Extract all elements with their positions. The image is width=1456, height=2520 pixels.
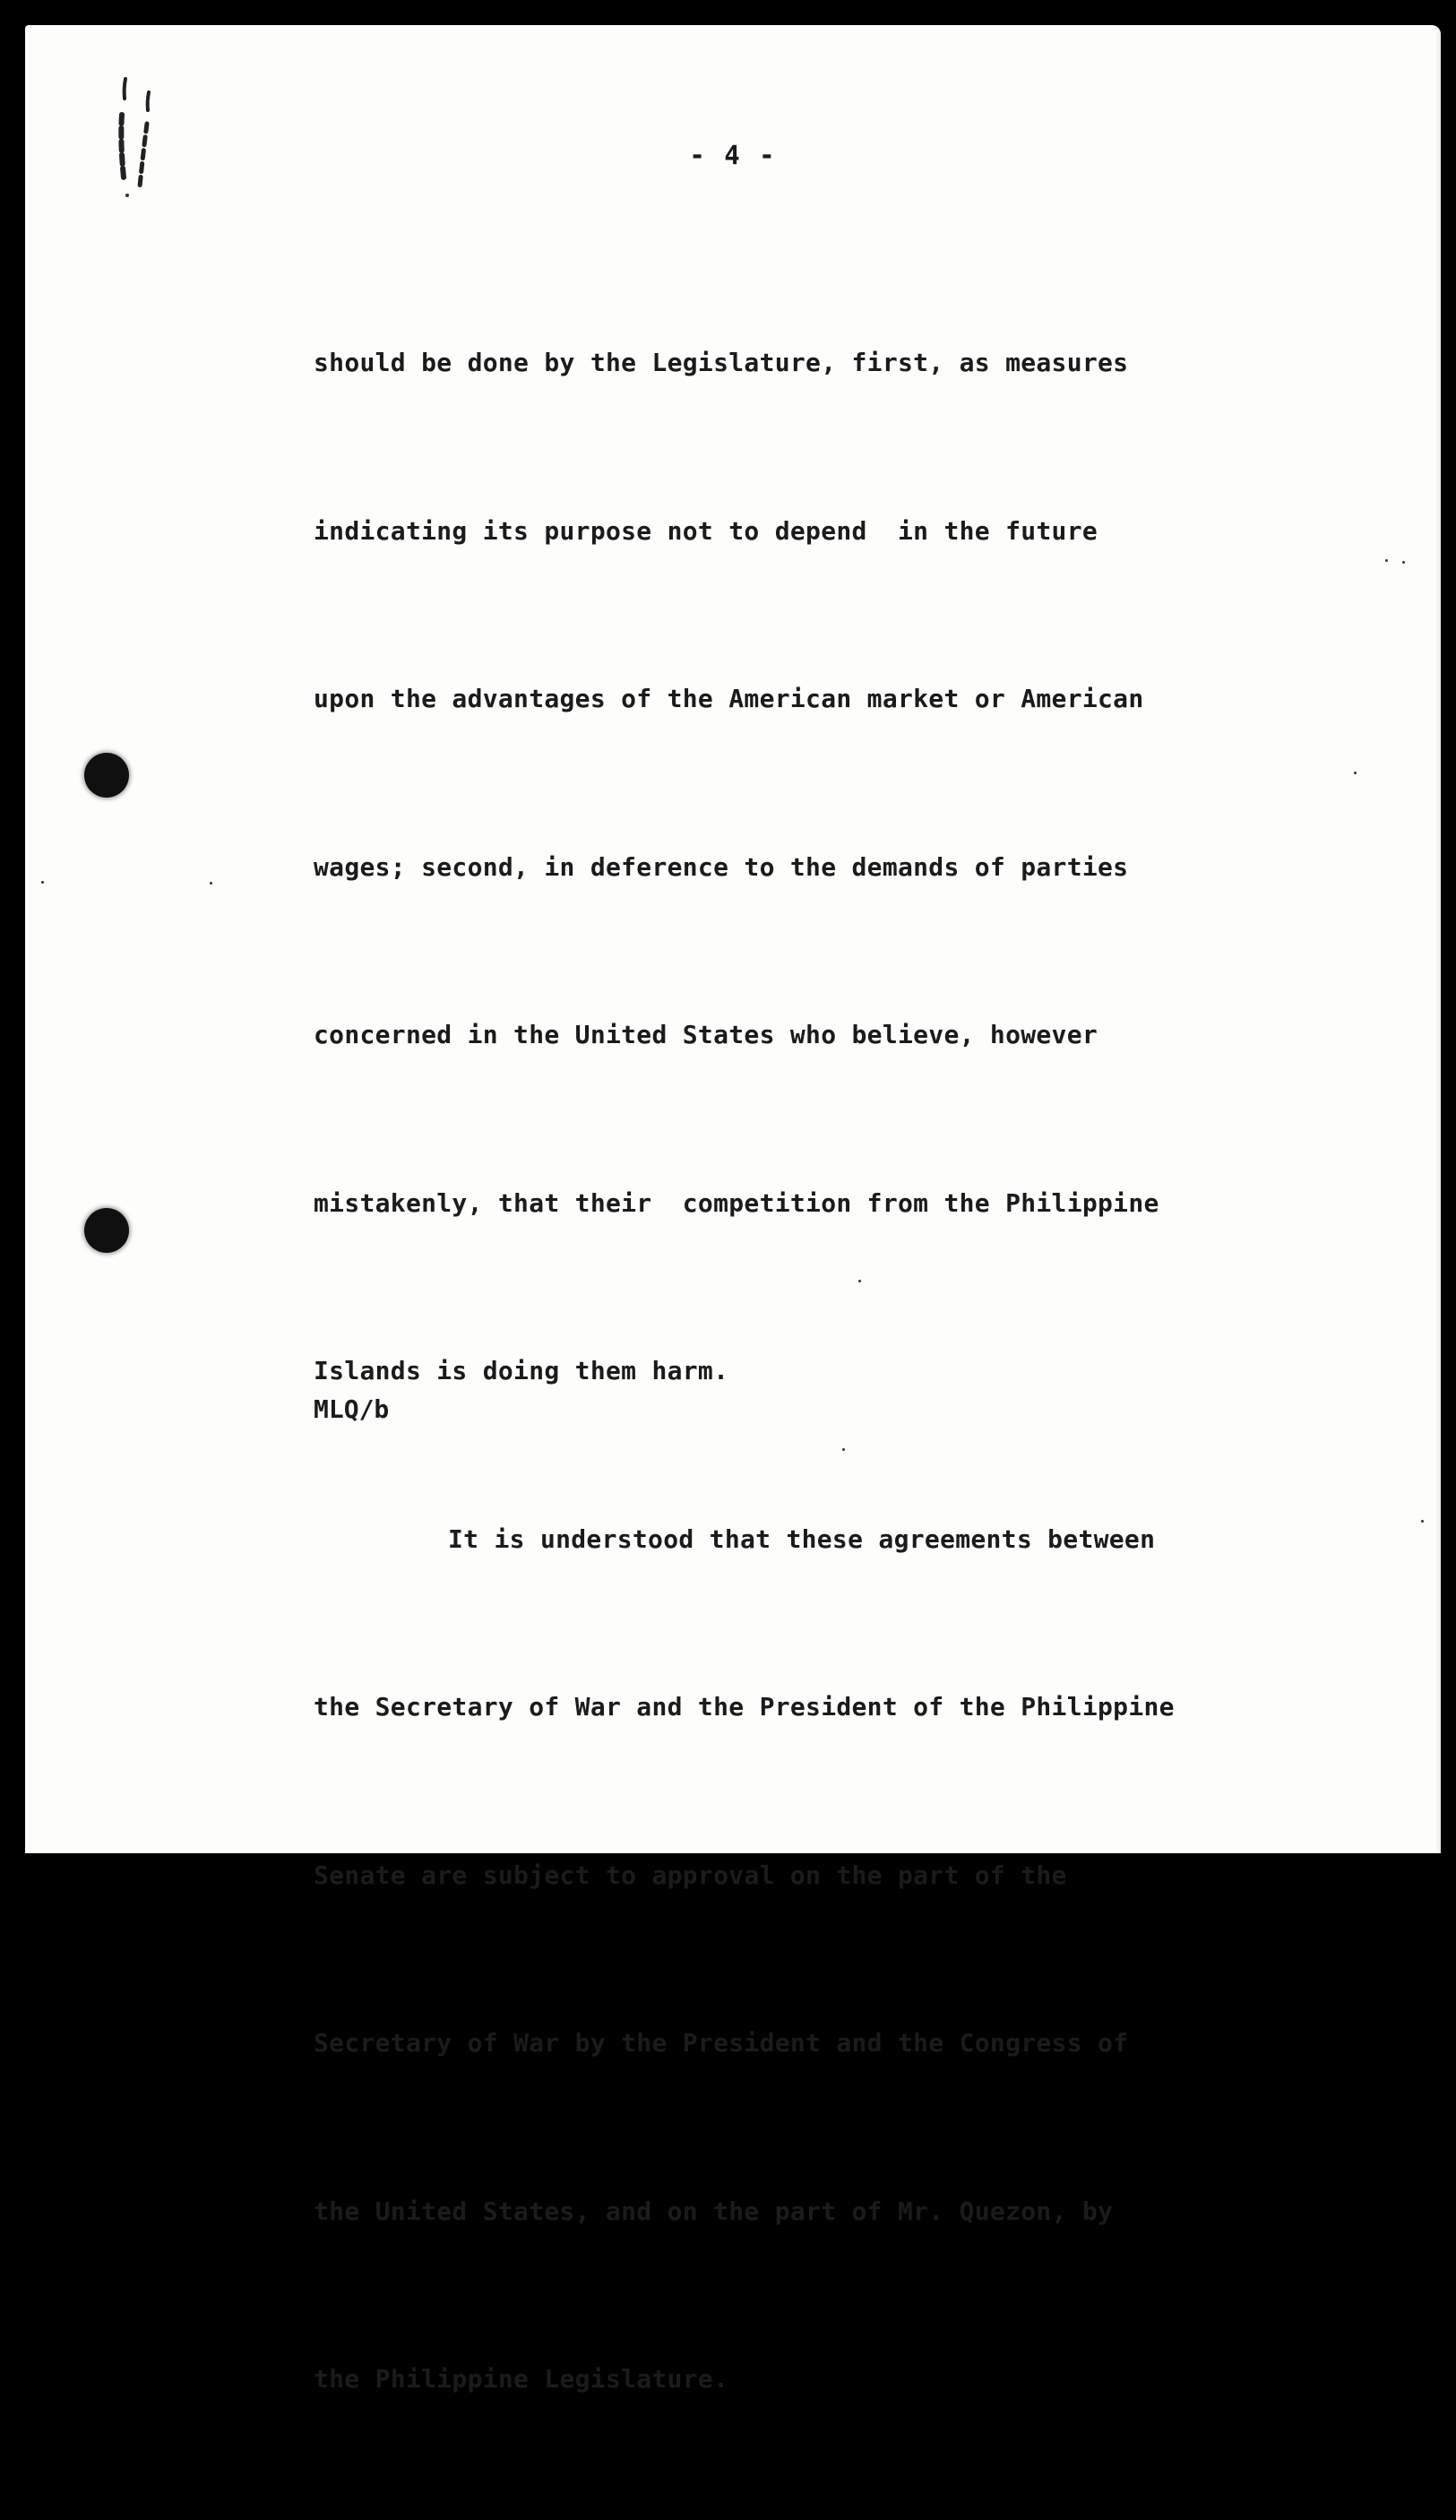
punch-hole-bottom — [84, 1208, 129, 1253]
paper-speck — [1402, 561, 1405, 564]
text-line: Islands is doing them harm. — [314, 1356, 729, 1385]
page-number: - 4 - — [689, 140, 777, 170]
paper-speck — [41, 881, 44, 884]
document-page — [25, 25, 1441, 2394]
handwritten-margin-mark-icon — [113, 61, 167, 213]
text-line: upon the advantages of the American market or American — [314, 684, 1144, 713]
text-line: indicating its purpose not to depend in the future — [314, 515, 1098, 546]
text-line: mistakenly, that their competition from the Philippine — [314, 1187, 1159, 1218]
page-edge-shadow — [1435, 25, 1441, 1853]
text-line: Secretary of War by the President and the Congress of — [314, 2028, 1129, 2058]
text-line-paragraph-start: It is understood that these agreements between — [448, 1523, 1156, 1554]
text-line: the Secretary of War and the President of the Philippine — [314, 1692, 1175, 1722]
paper-speck — [1421, 1520, 1424, 1523]
punch-hole-top — [84, 753, 129, 798]
text-line: wages; second, in deference to the demands of parties — [314, 851, 1129, 882]
paper-speck — [1354, 772, 1357, 774]
paper-speck — [210, 882, 212, 885]
typist-initials: MLQ/b — [314, 1394, 390, 1424]
text-line: should be done by the Legislature, first, as measures — [314, 348, 1129, 377]
text-line: concerned in the United States who believe, however — [314, 1020, 1098, 1049]
text-line: Senate are subject to approval on the part of the — [314, 1860, 1067, 1890]
paper-speck — [1385, 559, 1388, 562]
text-line: the Philippine Legislature. — [314, 2364, 729, 2394]
paper-speck — [842, 1448, 845, 1451]
paper-speck — [858, 1280, 861, 1282]
letter-body — [314, 223, 1308, 2520]
text-line: the United States, and on the part of Mr. Quezon, by — [314, 2196, 1114, 2226]
